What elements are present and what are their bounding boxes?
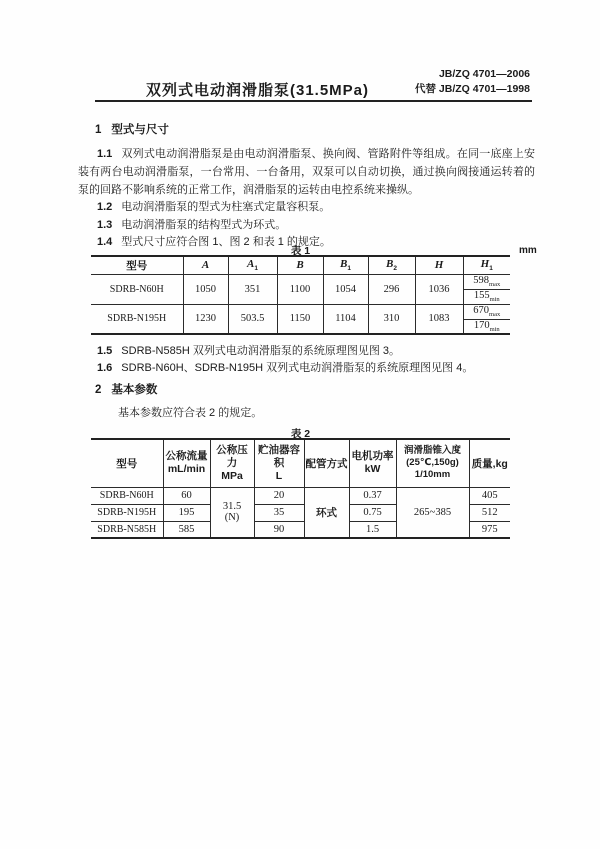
t1-h-B1 xyxy=(323,256,368,274)
t1-h-B xyxy=(277,256,323,274)
t2-h-penetration-l3: 1/10mm xyxy=(414,469,451,481)
t2-r2-flow: 585 xyxy=(163,521,210,538)
t1-r1-A: 1230 xyxy=(183,304,228,334)
section1-heading xyxy=(95,121,169,137)
standard-replaces: 代替 JB/ZQ 4701—1998 xyxy=(415,83,530,95)
section2-heading xyxy=(95,381,157,397)
table1-row-n195h-a xyxy=(91,304,510,319)
t1-r1-H1max xyxy=(463,304,510,319)
t1-r0-H1min-value: 155 xyxy=(473,289,490,301)
header-rule xyxy=(95,100,532,102)
t1-r1-H1max-limit: max xyxy=(489,311,501,319)
t1-h-A1-sub: 1 xyxy=(254,265,258,273)
table1-unit: mm xyxy=(519,245,537,256)
clause-1-2-number: 1.2 xyxy=(97,201,113,213)
t1-h-B2 xyxy=(368,256,415,274)
t1-h-H-var: H xyxy=(434,259,444,272)
t1-r0-H1max-value: 598 xyxy=(473,274,490,286)
t1-r1-H: 1083 xyxy=(415,304,463,334)
t1-r0-B2: 296 xyxy=(368,274,415,304)
t1-r0-B: 1100 xyxy=(277,274,323,304)
t1-r1-B2: 310 xyxy=(368,304,415,334)
t2-h-penetration-l2: (25℃,150g) xyxy=(406,457,459,469)
t1-r1-H1min-value: 170 xyxy=(473,319,490,331)
page-title: 双列式电动润滑脂泵(31.5MPa) xyxy=(145,82,370,99)
t2-h-reservoir-l1: 贮油器容积 xyxy=(258,443,300,469)
t1-r0-B1: 1054 xyxy=(323,274,368,304)
t2-h-reservoir-l2: L xyxy=(275,469,283,482)
t1-r0-H1min-limit: min xyxy=(489,296,500,304)
t1-r0-H1max xyxy=(463,274,510,289)
t2-r2-reservoir: 90 xyxy=(254,521,304,538)
t2-r2-mass: 975 xyxy=(469,521,510,538)
clause-1-2 xyxy=(78,198,535,216)
clause-1-1-number: 1.1 xyxy=(97,148,113,160)
t2-r2-model: SDRB-N585H xyxy=(91,521,163,538)
clause-1-2-text: 电动润滑脂泵的型式为柱塞式定量容积泵。 xyxy=(121,201,331,213)
table1-header-row xyxy=(91,256,510,274)
t1-r0-A: 1050 xyxy=(183,274,228,304)
clause-1-6-text: SDRB-N60H、SDRB-N195H 双列式电动润滑脂泵的系统原理图见图 4。 xyxy=(121,362,474,374)
t2-h-power-l2: kW xyxy=(364,463,381,476)
clause-1-3 xyxy=(78,216,535,234)
t1-h-A1-var: A xyxy=(247,258,255,271)
t1-r1-B1: 1104 xyxy=(323,304,368,334)
t1-r1-B: 1150 xyxy=(277,304,323,334)
t1-r1-H1max-value: 670 xyxy=(473,304,490,316)
t1-h-B-var: B xyxy=(296,259,304,272)
t2-r1-flow: 195 xyxy=(163,504,210,521)
t2-pressure-value: 31.5 xyxy=(222,501,242,513)
t1-h-H1-var: H xyxy=(480,258,490,271)
t2-h-mass: 质量,kg xyxy=(469,439,510,487)
t2-r0-mass: 405 xyxy=(469,487,510,504)
t2-r2-power: 1.5 xyxy=(349,521,396,538)
t2-h-flow xyxy=(163,439,210,487)
t2-h-pressure-l2: MPa xyxy=(221,469,243,482)
section2-number: 2 xyxy=(95,384,102,396)
t2-h-reservoir xyxy=(254,439,304,487)
clause-1-4-text: 型式尺寸应符合图 1、图 2 和表 1 的规定。 xyxy=(121,236,331,248)
table2-caption: 表 2 xyxy=(290,428,311,440)
t1-r1-H1min xyxy=(463,319,510,334)
table2-header-row xyxy=(91,439,510,487)
clause-1-5-text: SDRB-N585H 双列式电动润滑脂泵的系统原理图见图 3。 xyxy=(121,345,400,357)
t2-pressure-merged xyxy=(210,487,254,538)
t1-h-A1 xyxy=(228,256,277,274)
t2-h-piping: 配管方式 xyxy=(304,439,349,487)
t2-h-power-l1: 电机功率 xyxy=(351,450,394,463)
clause-1-3-text: 电动润滑脂泵的结构型式为环式。 xyxy=(121,219,287,231)
t1-h-A xyxy=(183,256,228,274)
t1-r1-model: SDRB-N195H xyxy=(91,304,183,334)
t2-r1-reservoir: 35 xyxy=(254,504,304,521)
clause-1-3-number: 1.3 xyxy=(97,219,113,231)
table1-caption: 表 1 xyxy=(290,245,311,257)
t1-r1-A1: 503.5 xyxy=(228,304,277,334)
t2-h-model: 型号 xyxy=(91,439,163,487)
t2-r1-mass: 512 xyxy=(469,504,510,521)
standard-codes xyxy=(390,67,530,97)
t1-r0-H: 1036 xyxy=(415,274,463,304)
t1-r0-H1min xyxy=(463,289,510,304)
t1-h-A-var: A xyxy=(201,259,210,272)
clause-1-5 xyxy=(78,342,535,360)
section1-number: 1 xyxy=(95,124,102,136)
t1-r0-H1max-limit: max xyxy=(489,281,501,289)
clause-1-1 xyxy=(78,145,535,199)
t2-h-flow-l1: 公称流量 xyxy=(165,450,208,463)
t2-r1-model: SDRB-N195H xyxy=(91,504,163,521)
clause-1-4-number: 1.4 xyxy=(97,236,113,248)
t2-h-pressure-l1: 公称压力 xyxy=(216,443,248,469)
t1-h-B2-var: B xyxy=(386,258,394,271)
t1-h-B1-sub: 1 xyxy=(347,265,351,273)
t2-h-pressure xyxy=(210,439,254,487)
t1-r0-A1: 351 xyxy=(228,274,277,304)
t2-r1-power: 0.75 xyxy=(349,504,396,521)
clause-1-6-number: 1.6 xyxy=(97,362,113,374)
t1-h-H1-sub: 1 xyxy=(489,265,493,273)
section2-title: 基本参数 xyxy=(111,384,158,396)
t2-h-penetration xyxy=(396,439,469,487)
clause-1-5-number: 1.5 xyxy=(97,345,113,357)
t2-pressure-note: (N) xyxy=(224,512,240,524)
t2-h-penetration-l1: 润滑脂锥入度 xyxy=(403,445,461,457)
clause-1-1-text: 双列式电动润滑脂泵是由电动润滑脂泵、换向阀、管路附件等组成。在同一底座上安装有两台电动润滑脂泵，一台常用、一台备用，双泵可以自动切换，通过换向阀接通运转着的泵的回路不影响系统的正常工作，润滑脂泵的运转由电控系统来操纵。 xyxy=(78,148,535,196)
t2-r0-model: SDRB-N60H xyxy=(91,487,163,504)
t1-r0-model: SDRB-N60H xyxy=(91,274,183,304)
t2-h-power xyxy=(349,439,396,487)
t2-r0-power: 0.37 xyxy=(349,487,396,504)
table1-row-n60h-a xyxy=(91,274,510,289)
t1-h-B2-sub: 2 xyxy=(393,265,397,273)
t2-r0-flow: 60 xyxy=(163,487,210,504)
standard-number: JB/ZQ 4701—2006 xyxy=(438,68,530,80)
clause-1-6 xyxy=(78,359,535,377)
section2-intro: 基本参数应符合表 2 的规定。 xyxy=(118,407,263,419)
t2-r0-reservoir: 20 xyxy=(254,487,304,504)
table1 xyxy=(91,255,510,335)
t1-h-model: 型号 xyxy=(91,256,183,274)
t1-h-H xyxy=(415,256,463,274)
t2-piping-merged: 环式 xyxy=(304,487,349,538)
table2-row-n60h xyxy=(91,487,510,504)
t2-penetration-merged: 265~385 xyxy=(396,487,469,538)
t2-h-flow-l2: mL/min xyxy=(167,463,206,476)
table2 xyxy=(91,438,510,539)
t1-h-H1 xyxy=(463,256,510,274)
section1-title: 型式与尺寸 xyxy=(111,124,169,136)
t1-h-B1-var: B xyxy=(340,258,348,271)
t1-r1-H1min-limit: min xyxy=(489,325,500,333)
